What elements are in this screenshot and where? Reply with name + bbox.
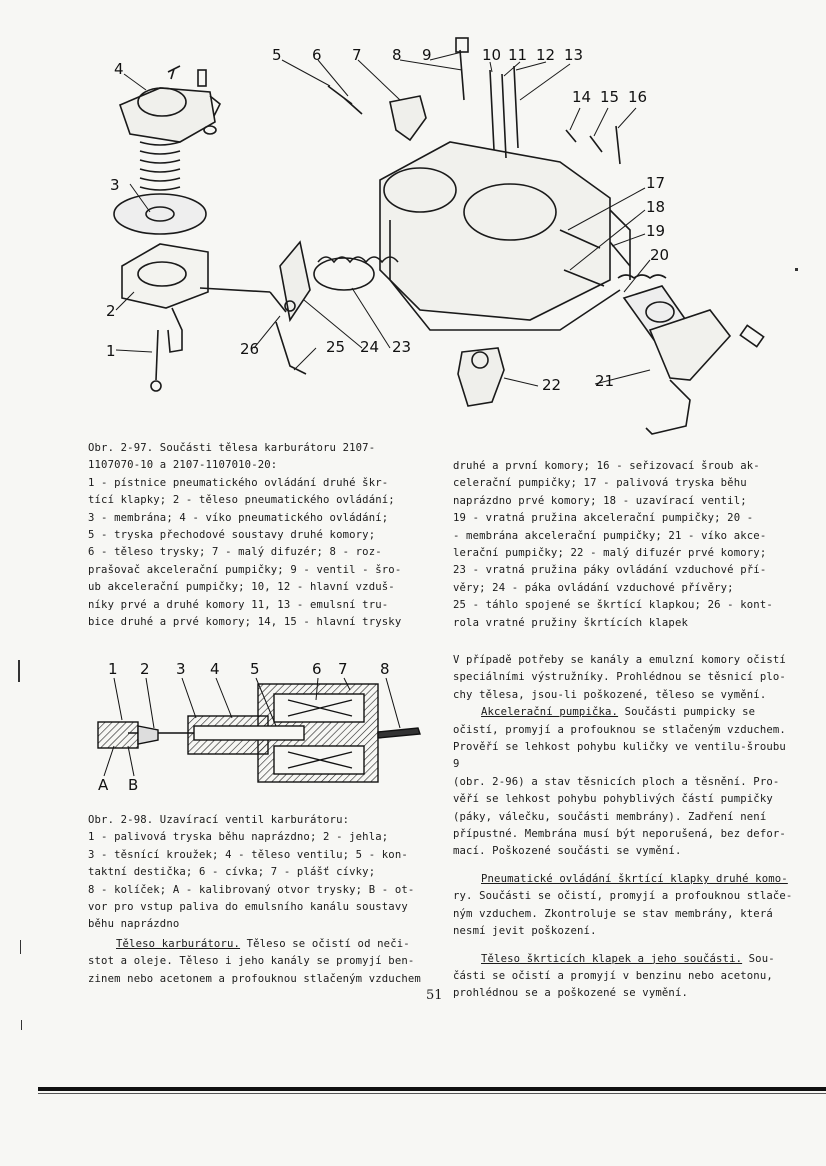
- body-line: chy tělesa, jsou-li poškozené, těleso se vymění.: [453, 688, 767, 701]
- callout-label: 12: [536, 46, 556, 64]
- caption-line: vor pro vstup paliva do emulsního kanálu soustavy: [88, 901, 408, 914]
- text-run: Sou-: [742, 952, 775, 965]
- caption-line: 25 - táhlo spojené se škrtící klapkou; 26 - kont-: [453, 599, 773, 612]
- paragraph-gap: [453, 861, 798, 871]
- figure-caption-2-97-continued: [453, 458, 798, 632]
- shutoff-valve-drawing: [88, 654, 428, 796]
- caption-line: rola vratné pružiny škrtících klapek: [453, 616, 689, 629]
- scan-mark: [21, 1020, 22, 1030]
- body-line: mací. Poškozené součásti se vymění.: [453, 845, 682, 858]
- caption-line: ub akcelerační pumpičky; 10, 12 - hlavní vzduš-: [88, 581, 395, 594]
- callout-label: 20: [650, 246, 670, 264]
- caption-line: běhu naprázdno: [88, 918, 180, 931]
- body-line: části se očistí a promyjí v benzinu nebo acetonu,: [453, 969, 773, 982]
- callout-label: 4: [210, 660, 220, 678]
- body-line: přípustné. Membrána musí být neporušená, bez defor-: [453, 828, 786, 841]
- caption-line: 23 - vratná pružina páky ovládání vzduchové pří-: [453, 564, 767, 577]
- callout-label: 2: [106, 302, 116, 320]
- caption-line: 5 - tryska přechodové soustavy druhé komory;: [88, 529, 376, 542]
- body-line: speciálními výstružníky. Prohlédnou se těsnicí plo-: [453, 671, 786, 684]
- callout-label: 24: [360, 338, 380, 356]
- caption-line: 8 - kolíček; A - kalibrovaný otvor trysky; B - ot-: [88, 883, 415, 896]
- body-line: ry. Součásti se očistí, promyjí a profouknou stlače-: [453, 890, 793, 903]
- body-line: nesmí jevit poškození.: [453, 925, 597, 938]
- callout-label: 19: [646, 222, 666, 240]
- callout-label: 6: [312, 46, 322, 64]
- callout-label: 15: [600, 88, 620, 106]
- paragraph-first-line: [88, 936, 428, 953]
- caption-line: lerační pumpičky; 22 - malý difuzér prvé komory;: [453, 547, 767, 560]
- caption-line: Obr. 2-98. Uzavírací ventil karburátoru:: [88, 814, 350, 826]
- caption-line: níky prvé a druhé komory 11, 13 - emulsní tru-: [88, 598, 389, 611]
- body-text-left: [88, 936, 428, 988]
- exploded-carburetor-figure: [90, 30, 810, 450]
- exploded-carburetor-drawing: [90, 30, 810, 450]
- body-line: ným vzduchem. Zkontroluje se stav membrány, která: [453, 907, 773, 920]
- text-run: Těleso se očistí od neči-: [240, 938, 410, 950]
- figure-caption-2-98: [88, 812, 428, 934]
- paragraph-gap: [453, 941, 798, 951]
- body-line: V případě potřeby se kanály a emulzní komory očistí: [453, 654, 786, 666]
- text-run: Součásti pumpicky se: [618, 706, 756, 719]
- callout-label: 1: [106, 342, 116, 360]
- caption-line: 6 - těleso trysky; 7 - malý difuzér; 8 - roz-: [88, 546, 382, 559]
- caption-line: Obr. 2-97. Součásti tělesa karburátoru 2107-: [88, 442, 376, 454]
- callout-label: 17: [646, 174, 666, 192]
- callout-label: 5: [250, 660, 260, 678]
- caption-line: bice druhé a prvé komory; 14, 15 - hlavní trysky: [88, 616, 402, 629]
- callout-label: 3: [110, 176, 120, 194]
- callout-label: 6: [312, 660, 322, 678]
- section-heading: Těleso karburátoru.: [116, 938, 241, 950]
- body-line: zinem nebo acetonem a profouknou stlačeným vzduchem: [88, 972, 421, 985]
- caption-line: 1 - pístnice pneumatického ovládání druhé škr-: [88, 476, 389, 489]
- callout-label: 23: [392, 338, 412, 356]
- callout-label: 22: [542, 376, 562, 394]
- page-number: 51: [426, 988, 443, 1003]
- callout-label: 18: [646, 198, 666, 216]
- callout-label: 16: [628, 88, 648, 106]
- scan-mark: [18, 660, 20, 682]
- caption-line: druhé a první komory; 16 - seřizovací šroub ak-: [453, 460, 760, 472]
- caption-line: taktní destička; 6 - cívka; 7 - plášť cívky;: [88, 866, 376, 879]
- body-line: Prověří se lehkost pohybu kuličky ve ventilu-šroubu 9: [453, 741, 786, 771]
- body-line: (obr. 2-96) a stav těsnicích ploch a těsnění. Pro-: [453, 775, 780, 788]
- callout-label: 14: [572, 88, 592, 106]
- section-heading: Akcelerační pumpička.: [481, 706, 619, 719]
- caption-line: naprázdno prvé komory; 18 - uzavírací ventil;: [453, 494, 747, 507]
- callout-label: 2: [140, 660, 150, 678]
- caption-line: 1107070-10 a 2107-1107010-20:: [88, 459, 278, 472]
- scan-mark: [20, 940, 21, 954]
- callout-label: B: [128, 776, 139, 794]
- caption-line: celerační pumpičky; 17 - palivová tryska běhu: [453, 477, 747, 490]
- body-text-right: [453, 652, 798, 1003]
- figure-caption-2-97: [88, 440, 428, 631]
- body-line: prohlédnou se a poškozené se vymění.: [453, 987, 689, 1000]
- caption-line: 1 - palivová tryska běhu naprázdno; 2 - jehla;: [88, 831, 389, 844]
- body-line: (páky, válečku, součásti membrány). Zadření není: [453, 810, 767, 823]
- section-heading: Pneumatické ovládání škrtící klapky druhé komo-: [481, 872, 788, 885]
- paragraph-first-line: [453, 871, 798, 888]
- callout-label: 9: [422, 46, 432, 64]
- caption-line: věry; 24 - páka ovládání vzduchové přívěry;: [453, 581, 734, 594]
- callout-label: 21: [595, 372, 615, 390]
- caption-line: 3 - těsnící kroužek; 4 - těleso ventilu; 5 - kon-: [88, 848, 408, 861]
- body-line: věří se lehkost pohybu pohyblivých částí pumpičky: [453, 793, 773, 806]
- caption-line: prašovač akcelerační pumpičky; 9 - ventil - šro-: [88, 563, 402, 576]
- callout-label: A: [98, 776, 109, 794]
- callout-label: 5: [272, 46, 282, 64]
- callout-label: 10: [482, 46, 502, 64]
- callout-label: 7: [352, 46, 362, 64]
- body-line: očistí, promyjí a profouknou se stlačeným vzduchem.: [453, 723, 786, 736]
- callout-label: 13: [564, 46, 584, 64]
- callout-label: 8: [380, 660, 390, 678]
- bottom-rule: [38, 1087, 826, 1091]
- section-heading: Těleso škrticích klapek a jeho součásti.: [481, 952, 743, 965]
- caption-line: tící klapky; 2 - těleso pneumatického ovládání;: [88, 494, 395, 507]
- body-line: stot a oleje. Těleso i jeho kanály se promyjí ben-: [88, 955, 415, 968]
- paragraph-first-line: [453, 704, 798, 721]
- caption-line: 19 - vratná pružina akcelerační pumpičky; 20 -: [453, 512, 754, 525]
- callout-label: 7: [338, 660, 348, 678]
- caption-line: 3 - membrána; 4 - víko pneumatického ovládání;: [88, 511, 389, 524]
- paragraph-first-line: [453, 951, 798, 968]
- bottom-rule-thin: [38, 1093, 826, 1094]
- callout-label: 8: [392, 46, 402, 64]
- shutoff-valve-figure: [88, 654, 428, 796]
- callout-label: 3: [176, 660, 186, 678]
- callout-label: 11: [508, 46, 528, 64]
- callout-label: 25: [326, 338, 346, 356]
- callout-label: 4: [114, 60, 124, 78]
- scan-mark: [795, 268, 798, 271]
- callout-label: 26: [240, 340, 260, 358]
- caption-line: - membrána akcelerační pumpičky; 21 - víko akce-: [453, 529, 767, 542]
- callout-label: 1: [108, 660, 118, 678]
